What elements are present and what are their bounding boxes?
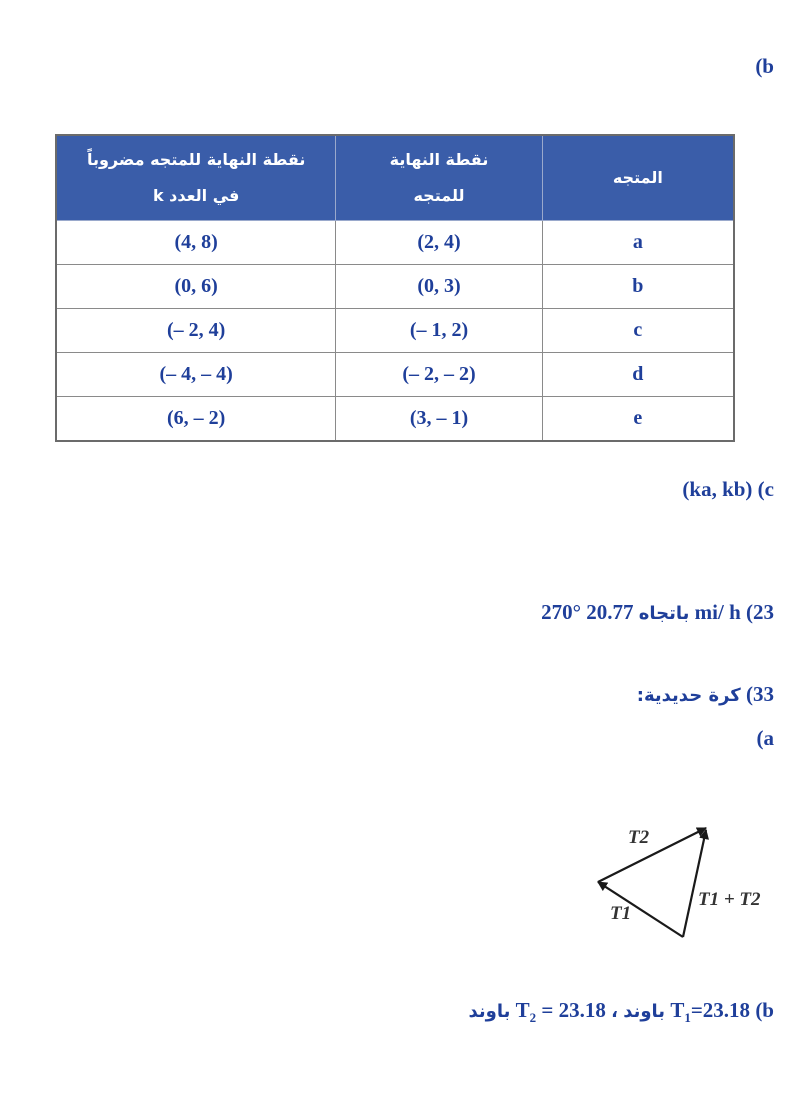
unit-2: باوند	[468, 1001, 511, 1022]
cell-endpoint: (– 1, 2)	[336, 309, 542, 353]
t2-value: = 23.18	[536, 998, 606, 1022]
header-scaled-endpoint: نقطة النهاية للمتجه مضروباً في العدد k	[56, 135, 336, 221]
table-row	[56, 353, 734, 397]
t1-sub: 1	[684, 1010, 691, 1026]
table-header-row	[56, 135, 734, 221]
cell-vector: e	[542, 397, 734, 442]
q33-line	[637, 682, 774, 707]
cell-scaled: (4, 8)	[56, 221, 336, 265]
cell-endpoint: (2, 4)	[336, 221, 542, 265]
t2-name: T	[515, 998, 530, 1022]
label-t2: T2	[628, 827, 650, 848]
cell-endpoint: (3, – 1)	[336, 397, 542, 442]
part-b2-label: (b	[755, 998, 774, 1022]
separator: ،	[611, 1001, 618, 1022]
cell-scaled: (– 4, – 4)	[56, 353, 336, 397]
q33-title: كرة حديدية:	[636, 685, 741, 706]
table-row	[56, 221, 734, 265]
q32-number: 32)	[746, 600, 774, 624]
part-a-label: (a	[756, 726, 774, 750]
part-c-text: (ka, kb)	[682, 477, 753, 501]
part-b2-line	[469, 998, 775, 1026]
header-vector: المتجه	[542, 135, 734, 221]
cell-endpoint: (– 2, – 2)	[336, 353, 542, 397]
label-t1-plus-t2: T1 + T2	[698, 889, 761, 910]
cell-vector: c	[542, 309, 734, 353]
part-c-line	[682, 477, 774, 502]
q32-angle: 270°	[541, 600, 582, 624]
table-row	[56, 265, 734, 309]
cell-endpoint: (0, 3)	[336, 265, 542, 309]
part-c-label: (c	[757, 477, 774, 501]
unit-1: باوند	[623, 1001, 666, 1022]
cell-scaled: (– 2, 4)	[56, 309, 336, 353]
cell-vector: d	[542, 353, 734, 397]
cell-vector: b	[542, 265, 734, 309]
t2-arrow	[598, 828, 706, 882]
q32-line	[541, 600, 774, 625]
q32-speed: 20.77 mi/ h	[586, 600, 741, 624]
table-row	[56, 309, 734, 353]
label-t1: T1	[610, 903, 632, 924]
q32-direction-word: باتجاه	[638, 603, 690, 624]
t2-sub: 2	[529, 1010, 537, 1026]
vector-table	[55, 134, 735, 442]
vector-triangle-diagram	[580, 815, 770, 945]
table-row	[56, 397, 734, 442]
part-b-label: (b	[755, 54, 774, 78]
header-endpoint: نقطة النهاية للمتجه	[336, 135, 542, 221]
t1-name: T	[670, 998, 685, 1022]
t1-value: =23.18	[690, 998, 751, 1022]
resultant-arrow	[683, 830, 706, 937]
cell-scaled: (6, – 2)	[56, 397, 336, 442]
q33-number: 33)	[746, 682, 774, 706]
cell-vector: a	[542, 221, 734, 265]
cell-scaled: (0, 6)	[56, 265, 336, 309]
